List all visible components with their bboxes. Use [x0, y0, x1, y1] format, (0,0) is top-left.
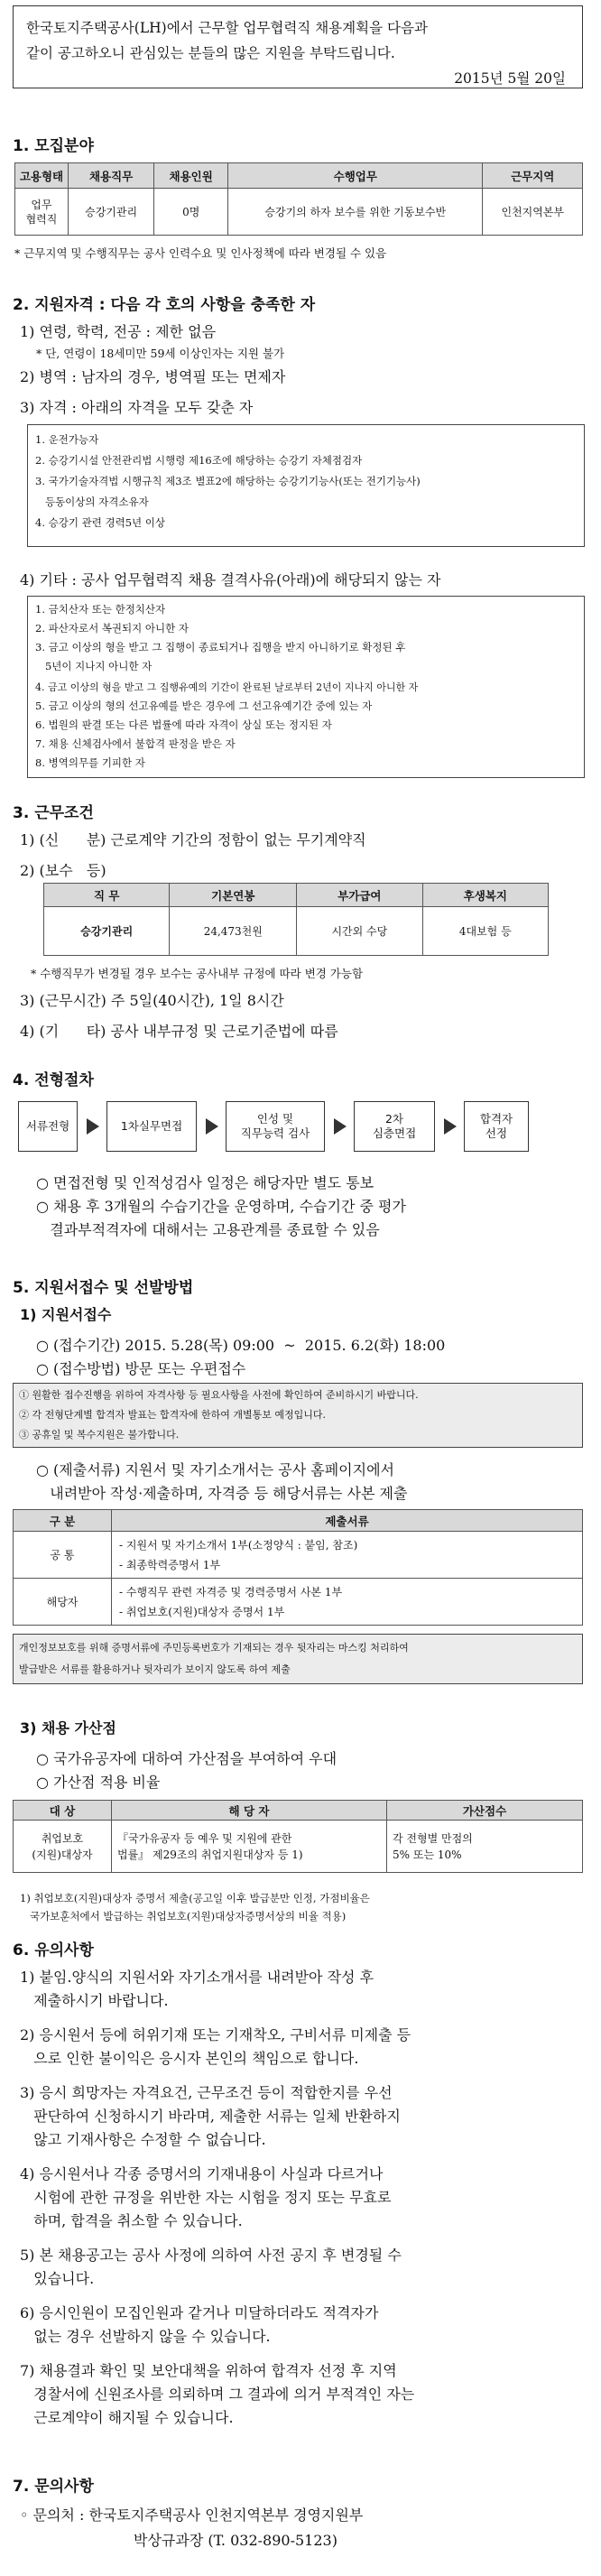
table-cell: 승강기관리 — [68, 189, 153, 236]
bonus-note: 1) 취업보호(지원)대상자 증명서 제출(공고일 이후 발급분만 인정, 가점비율은 — [20, 1892, 370, 1904]
s5-bullet-method: ○ (접수방법) 방문 또는 우편접수 — [36, 1360, 246, 1377]
s6-item: 없는 경우 선발하지 않을 수 있습니다. — [20, 2328, 271, 2345]
bonus-note: 국가보훈처에서 발급하는 취업보호(지원)대상자증명서상의 비율 적용) — [20, 1910, 347, 1923]
col-header: 대 상 — [14, 1801, 112, 1821]
arrow-right-icon — [206, 1118, 218, 1135]
s6-item: 5) 본 채용공고는 공사 사정에 의하여 사전 공지 후 변경될 수 — [20, 2247, 402, 2264]
col-header: 근무지역 — [483, 163, 583, 189]
table-cell: 시간외 수당 — [297, 907, 422, 956]
disqualification-box — [27, 596, 585, 778]
s4-bullet-2b: 결과부적격자에 대해서는 고용관계를 종료할 수 있음 — [36, 1221, 380, 1238]
disq-item: 7. 채용 신체검사에서 불합격 판정을 받은 자 — [35, 737, 236, 750]
privacy-line: 개인정보보호를 위해 증명서류에 주민등록번호가 기재되는 경우 뒷자리는 마스킹 처리하여 — [19, 1642, 409, 1654]
s6-item: 있습니다. — [20, 2270, 95, 2287]
col-header: 부가급여 — [297, 884, 422, 907]
table-cell — [112, 1579, 583, 1626]
col-header: 고용형태 — [15, 163, 69, 189]
disq-item: 4. 금고 이상의 형을 받고 그 집행유예의 기간이 완료된 날로부터 2년이 지나지 아니한 자 — [35, 681, 419, 693]
s4-bullet-2a: ○ 채용 후 3개월의 수습기간을 운영하며, 수습기간 중 평가 — [36, 1198, 406, 1215]
table-cell: 인천지역본부 — [483, 189, 583, 236]
table-cell — [112, 1532, 583, 1579]
table-cell: 공 통 — [14, 1532, 112, 1579]
s6-item: 1) 붙임.양식의 지원서와 자기소개서를 내려받아 작성 후 — [20, 1969, 374, 1986]
disq-item: 3. 금고 이상의 형을 받고 그 집행이 종료되거나 집행을 받지 아니하기로 확정된 후 — [35, 641, 406, 653]
s6-item: 경찰서에 신원조사를 의뢰하며 그 결과에 의거 부적격인 자는 — [20, 2386, 415, 2403]
s2-item-1: 1) 연령, 학력, 전공 : 제한 없음 — [20, 323, 217, 340]
s6-item: 6) 응시인원이 모집인원과 같거나 미달하더라도 적격자가 — [20, 2304, 379, 2321]
s2-item-2: 2) 병역 : 남자의 경우, 병역필 또는 면제자 — [20, 368, 286, 385]
s6-item: 판단하여 신청하시기 바라며, 제출한 서류는 일체 반환하지 — [20, 2108, 401, 2125]
s6-item: 2) 응시원서 등에 허위기재 또는 기재착오, 구비서류 미제출 등 — [20, 2026, 411, 2043]
s6-item: 7) 채용결과 확인 및 보안대책을 위하여 합격자 선정 후 지역 — [20, 2362, 397, 2379]
s5-item-1: 1) 지원서접수 — [20, 1306, 112, 1323]
bonus-table — [13, 1800, 583, 1873]
qual-item: 3. 국가기술자격법 시행규칙 제3조 별표2에 해당하는 승강기기능사(또는 전기기능사) — [35, 475, 421, 487]
s5-bullet-docs-a: ○ (제출서류) 지원서 및 자기소개서는 공사 홈페이지에서 — [36, 1461, 394, 1478]
section-2-title: 2. 지원자격 : 다음 각 호의 사항을 충족한 자 — [13, 296, 316, 314]
s6-item: 제출하시기 바랍니다. — [20, 1992, 169, 2009]
col-header: 수행업무 — [228, 163, 483, 189]
intro-line-2: 같이 공고하오니 관심있는 분들의 많은 지원을 부탁드립니다. — [26, 45, 395, 61]
doc-item: - 수행직무 관련 자격증 및 경력증명서 사본 1부 — [119, 1585, 343, 1598]
section-6-title: 6. 유의사항 — [13, 1941, 94, 1960]
qual-item: 등동이상의 자격소유자 — [35, 496, 149, 508]
notice-date: 2015년 5월 20일 — [454, 70, 566, 87]
col-header: 해 당 자 — [112, 1801, 387, 1821]
s5-bullet-period: ○ (접수기간) 2015. 5.28(목) 09:00 ~ 2015. 6.2(화) 18:00 — [36, 1337, 446, 1354]
s3-note: * 수행직무가 변경될 경우 보수는 공사내부 규정에 따라 변경 가능함 — [31, 967, 364, 980]
s3-item-3: 3) (근무시간) 주 5일(40시간), 1일 8시간 — [20, 992, 284, 1009]
s6-item: 4) 응시원서나 각종 증명서의 기재내용이 사실과 다르거나 — [20, 2165, 384, 2182]
s6-item: 시험에 관한 규정을 위반한 자는 시험을 정지 또는 무효로 — [20, 2189, 392, 2206]
s6-item: 하며, 합격을 취소할 수 있습니다. — [20, 2212, 243, 2229]
doc-item: - 지원서 및 자기소개서 1부(소정양식 : 붙임, 참조) — [119, 1538, 358, 1552]
doc-item: - 취업보호(지원)대상자 증명서 1부 — [119, 1605, 285, 1618]
intro-box — [13, 5, 583, 88]
app-note: ② 각 전형단계별 합격자 발표는 합격자에 한하여 개별통보 예정입니다. — [19, 1409, 326, 1421]
s4-bullet-1: ○ 면접전형 및 인적성검사 일정은 해당자만 별도 통보 — [36, 1174, 374, 1191]
disq-item: 2. 파산자로서 복권되지 아니한 자 — [35, 622, 190, 635]
qualification-box — [27, 424, 585, 547]
table-cell: 4대보험 등 — [422, 907, 548, 956]
documents-table — [13, 1509, 583, 1626]
contact-line-2: 박상규과장 (T. 032-890-5123) — [134, 2532, 337, 2549]
qual-item: 4. 승강기 관련 경력5년 이상 — [35, 516, 165, 529]
col-header: 제출서류 — [112, 1510, 583, 1532]
disq-item: 5년이 지나지 아니한 자 — [35, 660, 153, 672]
contact-line-1: ◦ 문의처 : 한국토지주택공사 인천지역본부 경영지원부 — [20, 2507, 364, 2524]
table-cell: 업무 협력직 — [15, 189, 69, 236]
col-header: 채용인원 — [154, 163, 228, 189]
col-header: 기본연봉 — [170, 884, 297, 907]
table-cell: 승강기관리 — [44, 907, 170, 956]
section-4-title: 4. 전형절차 — [13, 1071, 94, 1089]
col-header: 구 분 — [14, 1510, 112, 1532]
table-cell: 24,473천원 — [170, 907, 297, 956]
intro-line-1: 한국토지주택공사(LH)에서 근무할 업무협력직 채용계획을 다음과 — [26, 20, 428, 36]
arrow-right-icon — [444, 1118, 457, 1135]
doc-item: - 최종학력증명서 1부 — [119, 1558, 221, 1571]
s5-bullet-rate: ○ 가산점 적용 비율 — [36, 1774, 161, 1791]
application-notes-box — [13, 1383, 583, 1448]
step-document-screening: 서류전형 — [18, 1101, 78, 1152]
section-7-title: 7. 문의사항 — [13, 2478, 94, 2496]
app-note: ① 원활한 접수진행을 위하여 자격사항 등 필요사항을 사전에 확인하여 준비하시기 바랍니다. — [19, 1389, 419, 1401]
table-cell: 각 전형별 만점의 5% 또는 10% — [387, 1821, 583, 1873]
s6-item: 3) 응시 희망자는 자격요건, 근무조건 등이 적합한지를 우선 — [20, 2084, 393, 2101]
step-first-interview: 1차실무면접 — [106, 1101, 197, 1152]
salary-table — [43, 883, 549, 956]
col-header: 직 무 — [44, 884, 170, 907]
step-second-interview: 2차 심층면접 — [354, 1101, 435, 1152]
privacy-line: 발급받은 서류를 활용하거나 뒷자리가 보이지 않도록 하여 제출 — [19, 1663, 291, 1675]
section-5-title: 5. 지원서접수 및 선발방법 — [13, 1279, 194, 1297]
s5-item-3: 3) 채용 가산점 — [20, 1719, 116, 1737]
app-note: ③ 공휴일 및 복수지원은 불가합니다. — [19, 1429, 180, 1441]
disq-item: 1. 금치산자 또는 한정치산자 — [35, 603, 166, 616]
col-header: 가산점수 — [387, 1801, 583, 1821]
table-cell: 승강기의 하자 보수를 위한 기동보수반 — [228, 189, 483, 236]
s3-item-1: 1) (신 분) 근로계약 기간의 정함이 없는 무기계약직 — [20, 831, 366, 848]
section-3-title: 3. 근무조건 — [13, 804, 94, 822]
recruitment-table — [14, 162, 583, 236]
step-final-selection: 합격자 선정 — [464, 1101, 529, 1152]
s3-item-2: 2) (보수 등) — [20, 862, 106, 879]
table-cell: 취업보호 (지원)대상자 — [14, 1821, 112, 1873]
s3-item-4: 4) (기 타) 공사 내부규정 및 근로기준법에 따름 — [20, 1023, 338, 1040]
s2-item-4: 4) 기타 : 공사 업무협력직 채용 결격사유(아래)에 해당되지 않는 자 — [20, 571, 441, 588]
s2-item-1-note: * 단, 연령이 18세미만 59세 이상인자는 지원 불가 — [36, 347, 285, 360]
step-aptitude-test: 인성 및 직무능력 검사 — [226, 1101, 325, 1152]
s6-item: 으로 인한 불이익은 응시자 본인의 책임으로 합니다. — [20, 2050, 359, 2067]
privacy-notice-box — [13, 1634, 583, 1684]
s6-item: 않고 기재사항은 수정할 수 없습니다. — [20, 2131, 266, 2148]
qual-item: 1. 운전가능자 — [35, 433, 99, 446]
arrow-right-icon — [334, 1118, 347, 1135]
table-cell: 해당자 — [14, 1579, 112, 1626]
disq-item: 8. 병역의무를 기피한 자 — [35, 756, 145, 769]
s1-note: * 근무지역 및 수행직무는 공사 인력수요 및 인사정책에 따라 변경될 수 있음 — [14, 246, 387, 260]
arrow-right-icon — [87, 1118, 99, 1135]
s5-bullet-docs-b: 내려받아 작성·제출하며, 자격증 등 해당서류는 사본 제출 — [36, 1485, 408, 1502]
disq-item: 5. 금고 이상의 형의 선고유예를 받은 경우에 그 선고유예기간 중에 있는 자 — [35, 700, 373, 712]
s5-bullet-bonus: ○ 국가유공자에 대하여 가산점을 부여하여 우대 — [36, 1750, 337, 1767]
col-header: 후생복지 — [422, 884, 548, 907]
disq-item: 6. 법원의 판결 또는 다른 법률에 따라 자격이 상실 또는 정지된 자 — [35, 718, 332, 731]
col-header: 채용직무 — [68, 163, 153, 189]
s6-item: 근로계약이 해지될 수 있습니다. — [20, 2409, 234, 2426]
table-cell: 『국가유공자 등 예우 및 지원에 관한 법률』 제29조의 취업지원대상자 등 1) — [112, 1821, 387, 1873]
s2-item-3: 3) 자격 : 아래의 자격을 모두 갖춘 자 — [20, 399, 254, 416]
section-1-title: 1. 모집분야 — [13, 137, 94, 155]
table-cell: 0명 — [154, 189, 228, 236]
qual-item: 2. 승강기시설 안전관리법 시행령 제16조에 해당하는 승강기 자체점검자 — [35, 454, 363, 467]
